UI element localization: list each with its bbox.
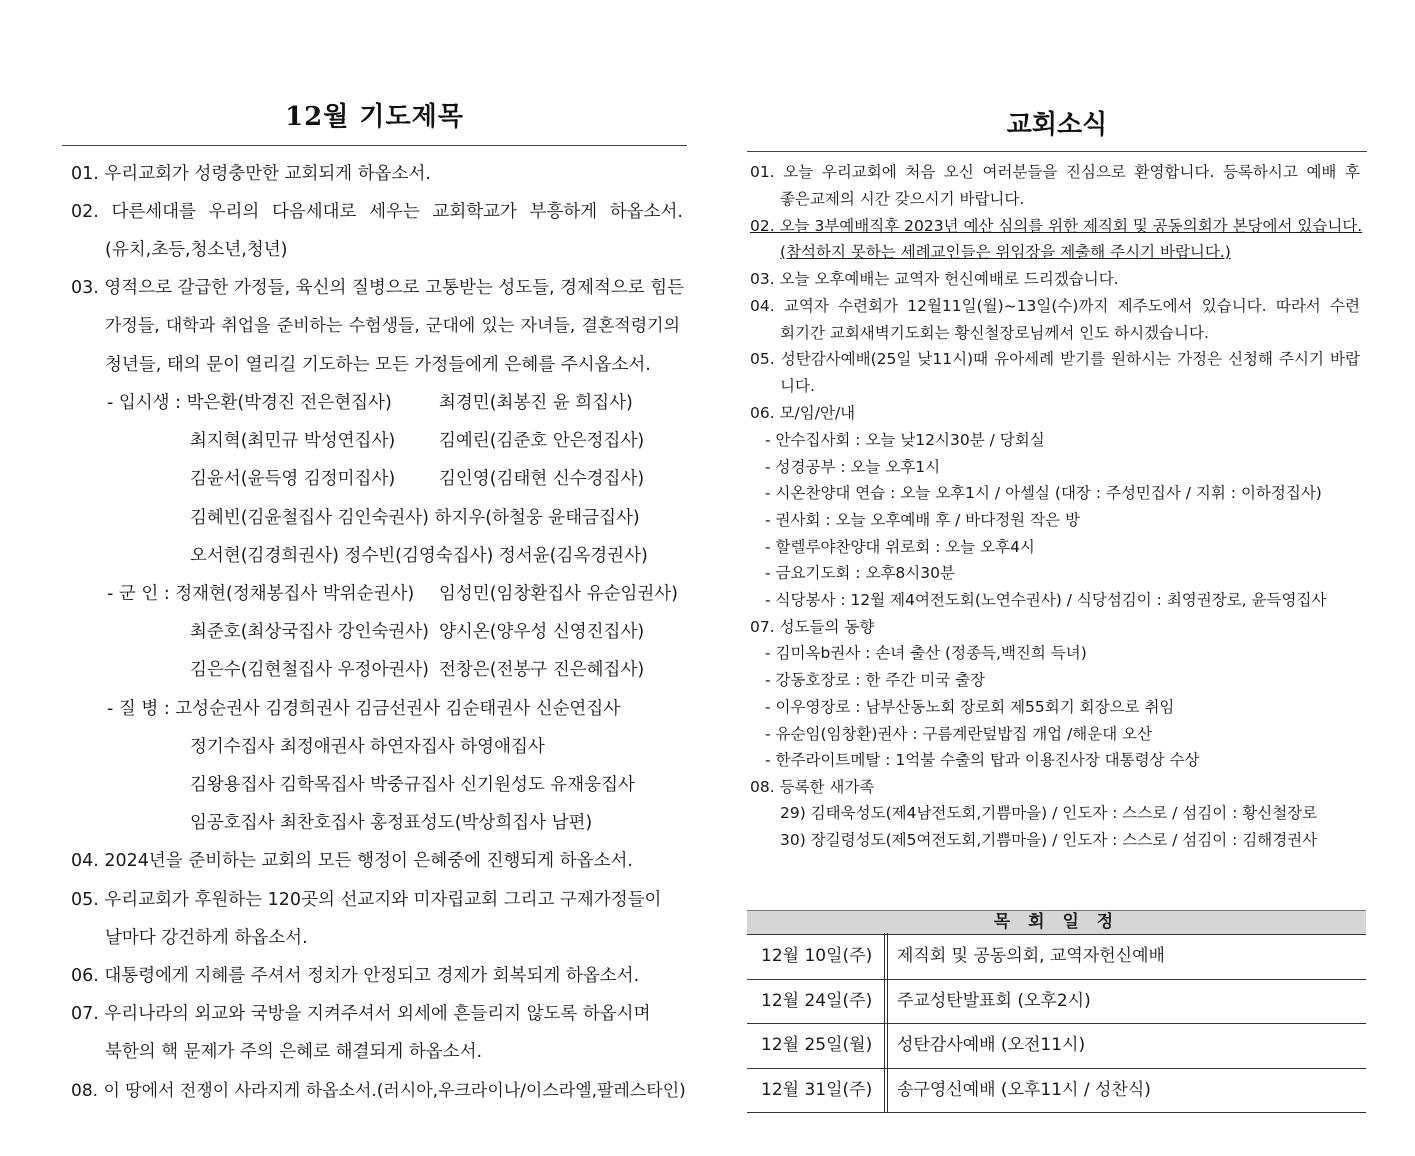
prayer-line: - 군 인 : 정재현(정채봉집사 박위순권사) <box>107 584 415 604</box>
prayer-line: 최경민(최봉진 윤 희집사) <box>439 393 633 413</box>
schedule-event: 제직회 및 공동의회, 교역자헌신예배 <box>897 946 1165 966</box>
news-line: 좋은교제의 시간 갖으시기 바랍니다. <box>780 190 1025 208</box>
prayer-line: 김왕용집사 김학목집사 박중규집사 신기원성도 유재웅집사 <box>190 775 635 795</box>
schedule-row <box>747 935 1366 980</box>
prayer-line: 김윤서(윤득영 김정미집사) <box>190 469 396 489</box>
news-line: - 성경공부 : 오늘 오후1시 <box>765 458 941 476</box>
prayer-line: 최준호(최상국집사 강인숙권사) <box>190 622 429 642</box>
schedule-table <box>747 910 1366 1113</box>
news-line: - 금요기도회 : 오후8시30분 <box>765 564 955 582</box>
prayer-line: 02. 다른세대를 우리의 다음세대로 세우는 교회학교가 부흥하게 하옵소서. <box>71 202 683 222</box>
schedule-date: 12월 24일(주) <box>761 990 873 1011</box>
prayer-line: 북한의 핵 문제가 주의 은혜로 해결되게 하옵소서. <box>105 1042 483 1062</box>
schedule-row <box>747 1024 1366 1069</box>
prayer-line: 05. 우리교회가 후원하는 120곳의 선교지와 미자립교회 그리고 구제가정들이 <box>71 890 662 910</box>
news-line: 03. 오늘 오후예배는 교역자 헌신예배로 드리겠습니다. <box>750 270 1119 288</box>
prayer-line: 김예린(김준호 안은정집사) <box>439 431 645 451</box>
news-line: 29) 김태욱성도(제4남전도회,기쁨마을) / 인도자 : 스스로 / 섬김이 : 황신철장로 <box>780 804 1318 822</box>
schedule-column-divider <box>884 933 888 1113</box>
prayer-divider <box>62 145 687 146</box>
prayer-line: 04. 2024년을 준비하는 교회의 모든 행정이 은혜중에 진행되게 하옵소서. <box>71 851 633 871</box>
prayer-line: 임공호집사 최찬호집사 홍정표성도(박상희집사 남편) <box>190 813 593 833</box>
schedule-date: 12월 10일(주) <box>761 946 873 966</box>
schedule-date: 12월 25일(월) <box>761 1035 873 1055</box>
news-title: 교회소식 <box>1006 110 1108 140</box>
news-line: 니다. <box>780 377 815 395</box>
news-divider <box>747 151 1367 152</box>
news-line: - 식당봉사 : 12월 제4여전도회(노연수권사) / 식당섬김이 : 최영권장로, 윤득영집사 <box>765 591 1327 609</box>
prayer-line: 김혜빈(김윤철집사 김인숙권사) 하지우(하철웅 윤태금집사) <box>190 508 640 528</box>
prayer-line: 임성민(임창환집사 유순임권사) <box>439 584 678 604</box>
prayer-line: 07. 우리나라의 외교와 국방을 지켜주셔서 외세에 흔들리지 않도록 하옵시며 <box>71 1004 651 1024</box>
prayer-line: 오서현(김경희권사) 정수빈(김영숙집사) 정서윤(김옥경권사) <box>190 546 648 566</box>
prayer-line: 전창은(전봉구 진은혜집사) <box>439 660 645 680</box>
schedule-row <box>747 980 1366 1025</box>
prayer-line: 청년들, 태의 문이 열리길 기도하는 모든 가정들에게 은혜를 주시옵소서. <box>105 355 651 375</box>
schedule-event: 성탄감사예배 (오전11시) <box>897 1035 1086 1055</box>
news-line: - 강동호장로 : 한 주간 미국 출장 <box>765 671 986 689</box>
prayer-line: 최지혁(최민규 박성연집사) <box>190 431 396 451</box>
prayer-line: 가정들, 대학과 취업을 준비하는 수험생들, 군대에 있는 자녀들, 결혼적령기의 <box>105 316 680 336</box>
schedule-event: 송구영신예배 (오후11시 / 성찬식) <box>897 1079 1151 1100</box>
news-line: - 유순임(임창환)권사 : 구름계란덮밥집 개업 /해운대 오산 <box>765 725 1153 743</box>
news-line: - 권사회 : 오늘 오후예배 후 / 바다정원 작은 방 <box>765 511 1080 529</box>
prayer-line: (유치,초등,청소년,청년) <box>105 240 288 260</box>
prayer-line: 김은수(김현철집사 우정아권사) <box>190 660 429 680</box>
news-line: - 김미옥b권사 : 손녀 출산 (정종득,백진희 득녀) <box>765 644 1087 662</box>
news-line: - 시온찬양대 연습 : 오늘 오후1시 / 아셀실 (대장 : 주성민집사 / 지휘 : 이하정집사) <box>765 484 1322 502</box>
prayer-line: 03. 영적으로 갈급한 가정들, 육신의 질병으로 고통받는 성도들, 경제적으로 힘든 <box>71 278 685 298</box>
prayer-line: 정기수집사 최정애권사 하연자집사 하영애집사 <box>190 737 545 757</box>
prayer-line: 01. 우리교회가 성령충만한 교회되게 하옵소서. <box>71 164 431 184</box>
prayer-line: 양시온(양우성 신영진집사) <box>439 622 645 642</box>
news-line: - 한주라이트메탈 : 1억불 수출의 탑과 이용진사장 대통령상 수상 <box>765 751 1200 769</box>
prayer-title: 12월 기도제목 <box>285 102 464 132</box>
news-line: - 이우영장로 : 남부산동노회 장로회 제55회기 회장으로 취임 <box>765 698 1175 716</box>
news-line: 회기간 교회새벽기도회는 황신철장로님께서 인도 하시겠습니다. <box>780 324 1209 342</box>
news-line: - 할렐루야찬양대 위로회 : 오늘 오후4시 <box>765 538 1035 556</box>
news-line: 07. 성도들의 동향 <box>750 618 875 636</box>
news-line: 08. 등록한 새가족 <box>750 778 875 796</box>
schedule-header: 목 회 일 정 <box>747 910 1366 935</box>
news-line: - 안수집사회 : 오늘 낮12시30분 / 당회실 <box>765 431 1045 449</box>
news-line: 01. 오늘 우리교회에 처음 오신 여러분들을 진심으로 환영합니다. 등록하시고 예배 후 <box>750 163 1360 181</box>
news-line: 05. 성탄감사예배(25일 낮11시)때 유아세례 받기를 원하시는 가정은 신청해 주시기 바랍 <box>750 350 1360 368</box>
prayer-line: 06. 대통령에게 지혜를 주셔서 정치가 안정되고 경제가 회복되게 하옵소서. <box>71 966 640 986</box>
news-line: 02. 오늘 3부예배직후 2023년 예산 심의를 위한 제직회 및 공동의회가 본당에서 있습니다. <box>750 217 1363 235</box>
prayer-line: 날마다 강건하게 하옵소서. <box>105 928 308 948</box>
schedule-date: 12월 31일(주) <box>761 1079 873 1100</box>
prayer-line: - 질 병 : 고성순권사 김경희권사 김금선권사 김순태권사 신순연집사 <box>107 699 621 719</box>
prayer-line: 김인영(김태현 신수경집사) <box>439 469 645 489</box>
news-line: 06. 모/임/안/내 <box>750 404 856 422</box>
news-line: (참석하지 못하는 세례교인들은 위임장을 제출해 주시기 바랍니다.) <box>780 243 1231 261</box>
prayer-line: 08. 이 땅에서 전쟁이 사라지게 하옵소서.(러시아,우크라이나/이스라엘,팔레스타인) <box>71 1081 686 1101</box>
news-line: 30) 장길령성도(제5여전도회,기쁨마을) / 인도자 : 스스로 / 섬김이 : 김해경권사 <box>780 831 1318 849</box>
news-line: 04. 교역자 수련회가 12월11일(월)~13일(수)까지 제주도에서 있습니다. 따라서 수련 <box>750 297 1360 315</box>
schedule-event: 주교성탄발표회 (오후2시) <box>897 990 1091 1011</box>
schedule-row <box>747 1069 1366 1114</box>
prayer-line: - 입시생 : 박은환(박경진 전은현집사) <box>107 393 392 413</box>
